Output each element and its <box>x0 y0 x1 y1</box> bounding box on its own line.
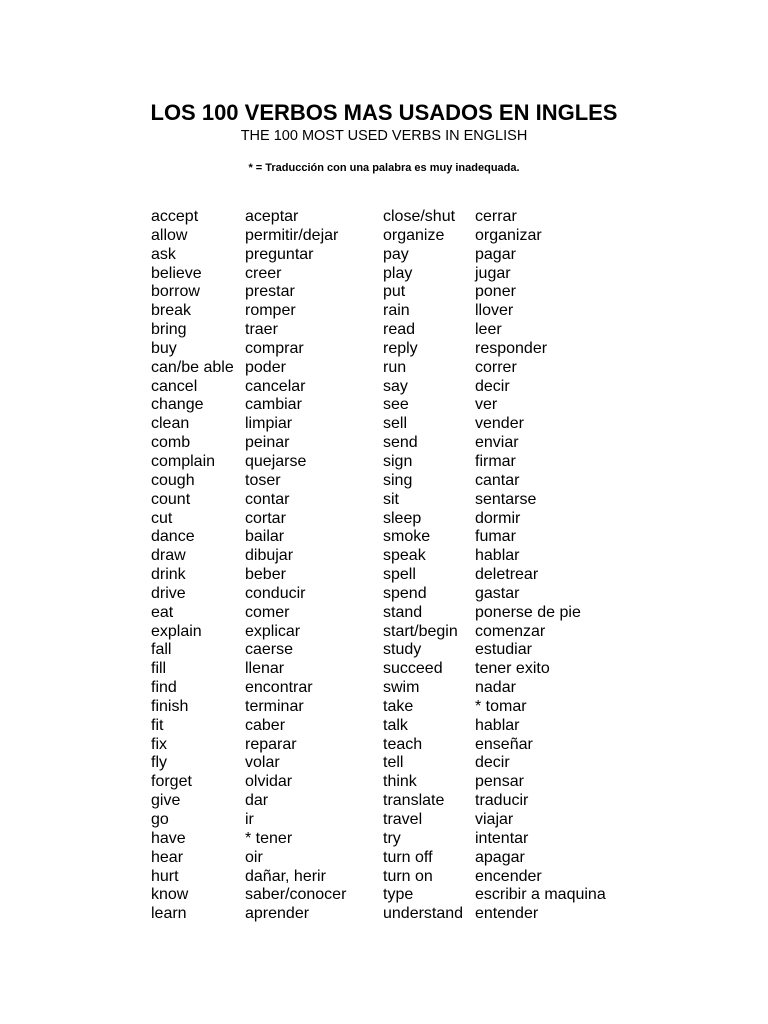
english-verb: start/begin <box>383 622 458 640</box>
english-verb: swim <box>383 679 420 697</box>
english-verb: count <box>151 490 191 508</box>
spanish-translation: pagar <box>475 245 516 263</box>
english-verb: cancel <box>151 377 198 395</box>
english-verb: find <box>151 679 177 697</box>
english-verb: fall <box>151 641 172 659</box>
english-verb: sleep <box>383 509 422 527</box>
translation-note: * = Traducción con una palabra es muy inadequada. <box>248 162 520 174</box>
spanish-translation: volar <box>245 754 280 772</box>
english-verb: think <box>383 773 417 791</box>
english-verb: read <box>383 321 416 339</box>
english-verb: send <box>383 434 418 452</box>
english-verb: borrow <box>151 283 200 301</box>
english-verb: complain <box>151 452 216 470</box>
english-verb: bring <box>151 321 187 339</box>
english-verb: change <box>151 396 204 414</box>
spanish-translation: jugar <box>475 264 511 282</box>
spanish-translation: decir <box>475 377 510 395</box>
spanish-translation: intentar <box>475 829 529 847</box>
english-verb: tell <box>383 754 404 772</box>
left-english-column <box>151 208 234 924</box>
english-verb: pay <box>383 245 409 263</box>
english-verb: forget <box>151 773 192 791</box>
english-verb: fly <box>151 754 167 772</box>
spanish-translation: comenzar <box>475 622 546 640</box>
spanish-translation: dormir <box>475 509 521 527</box>
spanish-translation: preguntar <box>245 245 314 263</box>
english-verb: hurt <box>151 867 179 885</box>
english-verb: put <box>383 283 406 301</box>
english-verb: hear <box>151 848 184 866</box>
spanish-translation: cortar <box>245 509 286 527</box>
spanish-translation: escribir a maquina <box>475 886 606 904</box>
english-verb: clean <box>151 415 190 433</box>
spanish-translation: dibujar <box>245 547 294 565</box>
english-verb: cut <box>151 509 173 527</box>
spanish-translation: beber <box>245 566 286 584</box>
spanish-translation: hablar <box>475 716 520 734</box>
spanish-translation: explicar <box>245 622 301 640</box>
spanish-translation: comer <box>245 603 290 621</box>
spanish-translation: ponerse de pie <box>475 603 581 621</box>
spanish-translation: aceptar <box>245 208 299 225</box>
spanish-translation: vender <box>475 415 524 433</box>
spanish-translation: caber <box>245 716 286 734</box>
spanish-translation: olvidar <box>245 773 293 791</box>
english-verb: eat <box>151 603 174 621</box>
spanish-translation: correr <box>475 358 517 376</box>
english-verb: try <box>383 829 401 847</box>
spanish-translation: leer <box>475 321 502 339</box>
spanish-translation: dar <box>245 792 269 810</box>
spanish-translation: enviar <box>475 434 519 452</box>
english-verb: dance <box>151 528 195 546</box>
spanish-translation: encontrar <box>245 679 313 697</box>
english-verb: ask <box>151 245 176 263</box>
spanish-translation: creer <box>245 264 282 282</box>
spanish-translation: ver <box>475 396 498 414</box>
english-verb: buy <box>151 339 177 357</box>
spanish-translation: prestar <box>245 283 295 301</box>
english-verb: draw <box>151 547 186 565</box>
spanish-translation: enseñar <box>475 735 533 753</box>
spanish-translation: conducir <box>245 584 306 602</box>
english-verb: close/shut <box>383 208 456 225</box>
english-verb: travel <box>383 811 423 828</box>
spanish-translation: reparar <box>245 735 297 753</box>
spanish-translation: apagar <box>475 848 525 866</box>
english-verb: have <box>151 829 186 847</box>
english-verb: turn off <box>383 848 433 866</box>
english-verb: allow <box>151 226 188 244</box>
spanish-translation: limpiar <box>245 415 293 433</box>
spanish-translation: responder <box>475 339 548 357</box>
english-verb: sell <box>383 415 408 433</box>
english-verb: play <box>383 264 413 282</box>
english-verb: turn on <box>383 867 433 885</box>
english-verb: rain <box>383 302 410 320</box>
english-verb: fill <box>151 660 167 678</box>
spanish-translation: llenar <box>245 660 285 678</box>
spanish-translation: encender <box>475 867 542 885</box>
spanish-translation: viajar <box>475 811 514 828</box>
spanish-translation: permitir/dejar <box>245 226 339 244</box>
spanish-translation: ir <box>245 811 254 828</box>
spanish-translation: poner <box>475 283 516 301</box>
english-verb: finish <box>151 697 189 715</box>
spanish-translation: traer <box>245 321 278 339</box>
spanish-translation: sentarse <box>475 490 537 508</box>
spanish-translation: terminar <box>245 697 304 715</box>
spanish-translation: llover <box>475 302 514 320</box>
english-verb: drink <box>151 566 186 584</box>
english-verb: run <box>383 358 407 376</box>
spanish-translation: pensar <box>475 773 524 791</box>
english-verb: drive <box>151 584 186 602</box>
english-verb: learn <box>151 905 187 923</box>
spanish-translation: poder <box>245 358 286 376</box>
english-verb: go <box>151 811 169 828</box>
spanish-translation: cambiar <box>245 396 302 414</box>
english-verb: type <box>383 886 414 904</box>
spanish-translation: cancelar <box>245 377 306 395</box>
spanish-translation: gastar <box>475 584 520 602</box>
english-verb: understand <box>383 905 464 923</box>
english-verb: spend <box>383 584 427 602</box>
spanish-translation: cerrar <box>475 208 517 225</box>
english-verb: succeed <box>383 660 443 678</box>
spanish-translation: caerse <box>245 641 294 659</box>
english-verb: fit <box>151 716 164 734</box>
spanish-translation: estudiar <box>475 641 532 659</box>
spanish-translation: comprar <box>245 339 304 357</box>
english-verb: break <box>151 302 192 320</box>
english-verb: speak <box>383 547 426 565</box>
right-english-column <box>383 208 463 924</box>
spanish-translation: saber/conocer <box>245 886 347 904</box>
english-verb: spell <box>383 566 416 584</box>
spanish-translation: tener exito <box>475 660 550 678</box>
spanish-translation: quejarse <box>245 452 307 470</box>
spanish-translation: dañar, herir <box>245 867 326 885</box>
spanish-translation: decir <box>475 754 510 772</box>
page-title: LOS 100 VERBOS MAS USADOS EN INGLES <box>150 99 618 125</box>
english-verb: reply <box>383 339 418 357</box>
english-verb: smoke <box>383 528 431 546</box>
english-verb: accept <box>151 208 199 225</box>
spanish-translation: organizar <box>475 226 542 244</box>
english-verb: study <box>383 641 422 659</box>
english-verb: organize <box>383 226 445 244</box>
english-verb: comb <box>151 434 191 452</box>
spanish-translation: * tener <box>245 829 293 847</box>
english-verb: give <box>151 792 181 810</box>
english-verb: fix <box>151 735 167 753</box>
spanish-translation: entender <box>475 905 539 923</box>
spanish-translation: deletrear <box>475 566 539 584</box>
spanish-translation: toser <box>245 471 281 489</box>
spanish-translation: contar <box>245 490 290 508</box>
english-verb: stand <box>383 603 423 621</box>
spanish-translation: cantar <box>475 471 520 489</box>
english-verb: cough <box>151 471 195 489</box>
page-subtitle: THE 100 MOST USED VERBS IN ENGLISH <box>240 128 528 144</box>
english-verb: believe <box>151 264 202 282</box>
english-verb: know <box>151 886 189 904</box>
spanish-translation: traducir <box>475 792 529 810</box>
spanish-translation: aprender <box>245 905 310 923</box>
english-verb: sign <box>383 452 413 470</box>
spanish-translation: peinar <box>245 434 290 452</box>
spanish-translation: * tomar <box>475 697 527 715</box>
english-verb: explain <box>151 622 202 640</box>
english-verb: talk <box>383 716 408 734</box>
spanish-translation: hablar <box>475 547 520 565</box>
english-verb: take <box>383 697 414 715</box>
left-spanish-column <box>245 208 346 924</box>
english-verb: can/be able <box>151 358 234 376</box>
spanish-translation: romper <box>245 302 296 320</box>
spanish-translation: oir <box>245 848 263 866</box>
english-verb: teach <box>383 735 423 753</box>
english-verb: see <box>383 396 409 414</box>
spanish-translation: bailar <box>245 528 285 546</box>
spanish-translation: fumar <box>475 528 516 546</box>
right-spanish-column <box>475 208 606 924</box>
english-verb: sit <box>383 490 399 508</box>
english-verb: translate <box>383 792 445 810</box>
english-verb: say <box>383 377 408 395</box>
spanish-translation: nadar <box>475 679 516 697</box>
english-verb: sing <box>383 471 413 489</box>
spanish-translation: firmar <box>475 452 516 470</box>
